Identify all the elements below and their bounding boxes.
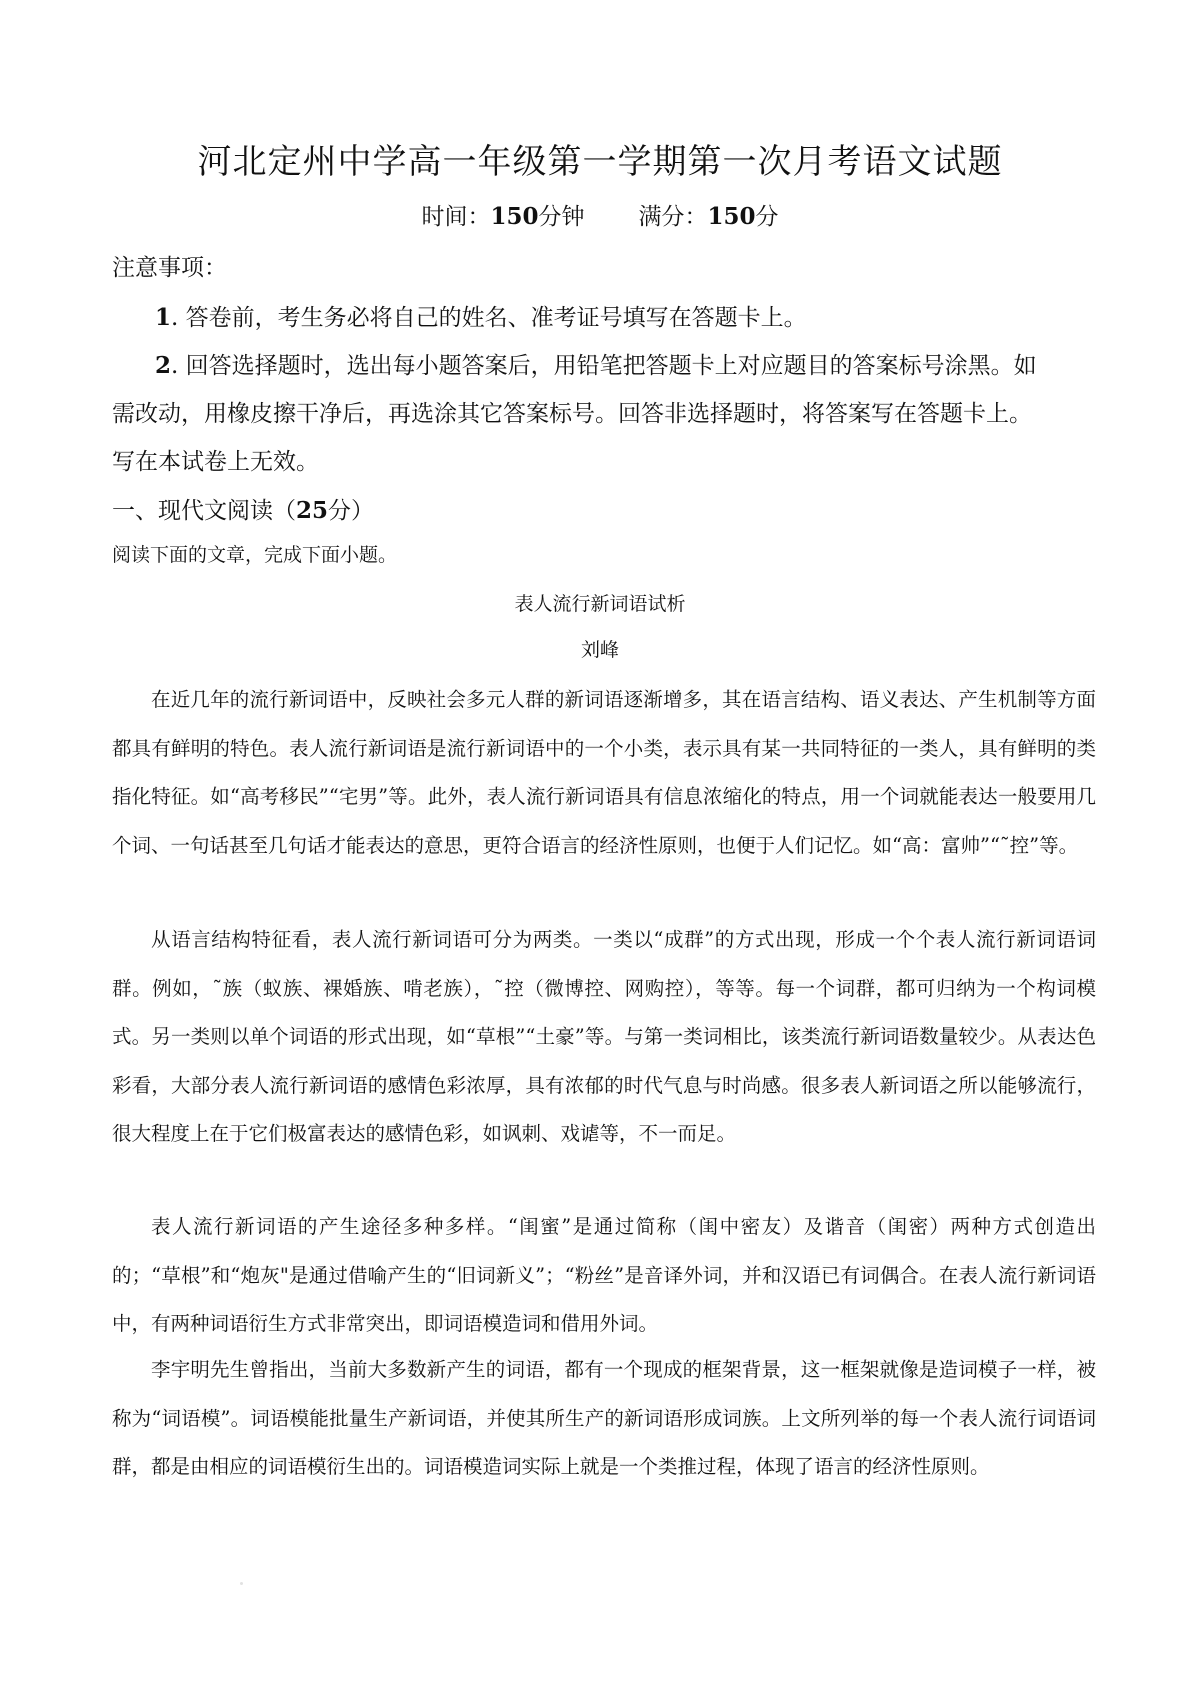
notice-item-1 — [155, 302, 1135, 334]
score-label: 满分： — [638, 204, 708, 230]
score-value: 150 — [707, 203, 756, 230]
notice-item-2 — [155, 350, 1135, 382]
article-title: 表人流行新词语试析 — [514, 593, 686, 615]
exam-time-score — [0, 201, 1200, 233]
scan-speck — [240, 1582, 243, 1585]
article-paragraph-1: 在近几年的流行新词语中，反映社会多元人群的新词语逐渐增多，其在语言结构、语义表达、产生机制等方面都具有鲜明的特色。表人流行新词语是流行新词语中的一个小类，表示具有某一共同特征的一类人，具有鲜明的类指化特征。如“高考移民”“宅男”等。此外，表人流行新词语具有信息浓缩化的特点，用一个词就能表达一般要用几个词、一句话甚至几句话才能表达的意思，更符合语言的经济性原则，也便于人们记忆。如“高：富帅”“˜控”等。 — [112, 688, 1096, 857]
section-1-heading-prefix: 一、现代文阅读（ — [112, 498, 296, 524]
reading-instruction: 阅读下面的文章，完成下面小题。 — [112, 544, 398, 566]
section-1-score: 25 — [296, 497, 329, 524]
article-paragraph-4: 李宇明先生曾指出，当前大多数新产生的词语，都有一个现成的框架背景，这一框架就像是造词模子一样，被称为“词语模”。词语模能批量生产新词语，并使其所生产的新词语形成词族。上文所列举的每一个表人流行词语词群，都是由相应的词语模衍生出的。词语模造词实际上就是一个类推过程，体现了语言的经济性原则。 — [112, 1358, 1096, 1478]
section-1-heading-suffix: 分） — [328, 498, 375, 524]
notice-item-1-text: . 答卷前，考生务必将自己的姓名、准考证号填写在答题卡上。 — [171, 305, 807, 331]
article-paragraph-2: 从语言结构特征看，表人流行新词语可分为两类。一类以“成群”的方式出现，形成一个个表人流行新词语词群。例如，˜族（蚁族、裸婚族、啃老族），˜控（微博控、网购控），等等。每一个词群，都可归纳为一个构词模式。另一类则以单个词语的形式出现，如“草根”“土豪”等。与第一类词相比，该类流行新词语数量较少。从表达色彩看，大部分表人流行新词语的感情色彩浓厚，具有浓郁的时代气息与时尚感。很多表人新词语之所以能够流行，很大程度上在于它们极富表达的感情色彩，如讽刺、戏谑等，不一而足。 — [112, 928, 1096, 1145]
exam-title: 河北定州中学高一年级第一学期第一次月考语文试题 — [197, 142, 1003, 182]
notice-item-2-line-2: 需改动，用橡皮擦干净后，再选涂其它答案标号。回答非选择题时，将答案写在答题卡上。 — [112, 401, 1032, 427]
time-unit: 分钟 — [538, 204, 585, 230]
article-paragraph-3: 表人流行新词语的产生途径多种多样。“闺蜜”是通过简称（闺中密友）及谐音（闺密）两种方式创造出的；“草根”和“炮灰"是通过借喻产生的“旧词新义”；“粉丝”是音译外词，并和汉语已有词偶合。在表人流行新词语中，有两种词语衍生方式非常突出，即词语模造词和借用外词。 — [112, 1215, 1096, 1335]
notice-item-1-number: 1 — [155, 304, 172, 331]
notice-item-2-number: 2 — [155, 352, 172, 379]
article-author: 刘峰 — [580, 639, 619, 661]
time-value: 150 — [490, 203, 539, 230]
notice-item-2-line-1: . 回答选择题时，选出每小题答案后，用铅笔把答题卡上对应题目的答案标号涂黑。如 — [171, 353, 1037, 379]
section-1-heading — [112, 495, 1092, 527]
notice-label: 注意事项： — [112, 255, 227, 281]
score-unit: 分 — [755, 204, 779, 230]
time-label: 时间： — [421, 204, 491, 230]
notice-item-2-line-3: 写在本试卷上无效。 — [112, 449, 319, 475]
